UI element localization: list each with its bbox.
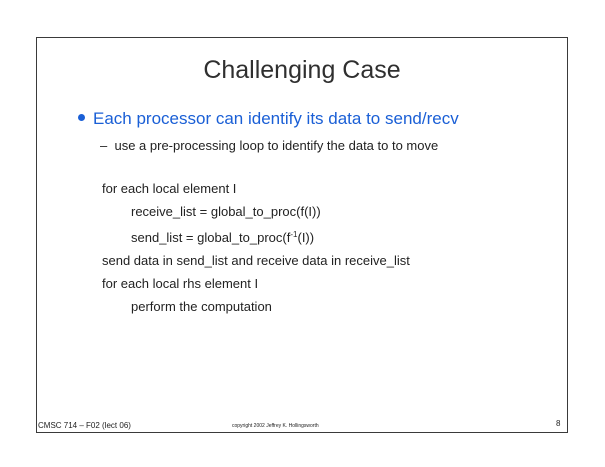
pseudocode-block	[102, 177, 410, 318]
code-line-3-pre: send_list = global_to_proc(f	[131, 230, 291, 245]
code-line-1: for each local element I	[102, 181, 237, 196]
code-line-3-sup: -1	[290, 230, 298, 239]
slide-title: Challenging Case	[203, 56, 401, 84]
code-line-5: for each local rhs element I	[102, 276, 259, 291]
code-line-2: receive_list = global_to_proc(f(I))	[131, 204, 321, 219]
footer-page-number: 8	[556, 419, 561, 428]
sub-bullet	[100, 138, 438, 153]
main-bullet-text: Each processor can identify its data to send/recv	[93, 109, 459, 128]
code-line-6: perform the computation	[131, 299, 272, 314]
footer-copyright: copyright 2002 Jeffrey K. Hollingsworth	[232, 423, 319, 429]
sub-bullet-text: use a pre-processing loop to identify the data to to move	[114, 138, 439, 153]
code-line-4: send data in send_list and receive data in receive_list	[102, 253, 410, 268]
bullet-dot-icon	[78, 114, 85, 121]
footer-course: CMSC 714 – F02 (lect 06)	[38, 421, 131, 430]
code-line-3-post: (I))	[297, 230, 315, 245]
code-line-3	[102, 223, 410, 249]
main-bullet	[78, 109, 459, 129]
sub-bullet-dash: –	[100, 138, 108, 153]
